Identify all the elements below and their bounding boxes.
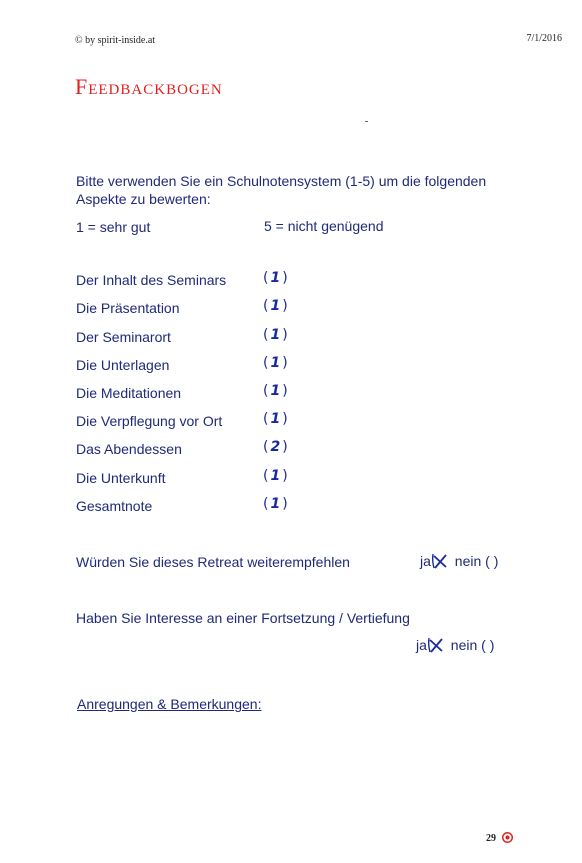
rating-value: ( 1 ) xyxy=(263,355,288,371)
page-title: Feedbackbogen xyxy=(75,74,223,99)
recommend-yes-label: ja xyxy=(420,553,431,569)
rating-label: Die Meditationen xyxy=(76,385,182,401)
interest-question: Haben Sie Interesse an einer Fortsetzung / Vertiefung xyxy=(76,610,410,626)
rating-digit: 1 xyxy=(270,355,281,371)
rating-value: ( 1 ) xyxy=(263,411,288,427)
rating-label: Der Seminarort xyxy=(76,329,171,345)
interest-no-option: nein ( ) xyxy=(450,637,495,653)
interest-yes-label: ja xyxy=(416,637,427,653)
rating-label: Die Präsentation xyxy=(76,300,180,316)
rating-digit: 1 xyxy=(270,383,281,399)
rating-digit: 1 xyxy=(270,270,281,286)
comments-heading: Anregungen & Bemerkungen: xyxy=(77,696,262,712)
rating-label: Das Abendessen xyxy=(76,441,182,457)
rating-digit: 1 xyxy=(270,468,281,484)
instructions-line-2: Aspekte zu bewerten: xyxy=(76,191,211,207)
rating-label: Gesamtnote xyxy=(76,498,153,514)
rating-value: ( 1 ) xyxy=(263,270,288,286)
copyright-notice: © by spirit-inside.at xyxy=(75,35,156,46)
rating-label: Die Unterlagen xyxy=(76,357,170,373)
recommend-question: Würden Sie dieses Retreat weiterempfehlen xyxy=(76,554,350,570)
rating-label: Die Verpflegung vor Ort xyxy=(76,413,223,429)
page-number: 29 xyxy=(486,833,496,844)
rating-label: Die Unterkunft xyxy=(76,470,166,486)
scale-worst: 5 = nicht genügend xyxy=(264,218,384,234)
rating-value: ( 1 ) xyxy=(263,327,288,343)
recommend-answer xyxy=(420,552,498,570)
rating-digit: 1 xyxy=(270,496,281,512)
rating-digit: 1 xyxy=(270,327,281,343)
instructions-line-1: Bitte verwenden Sie ein Schulnotensystem (1-5) um die folgenden xyxy=(76,173,487,189)
document-date: 7/1/2016 xyxy=(526,33,562,44)
rating-value: ( 1 ) xyxy=(263,496,288,512)
interest-answer xyxy=(416,636,494,654)
checked-cross-icon xyxy=(431,552,447,570)
rating-value: ( 1 ) xyxy=(263,468,288,484)
scale-best: 1 = sehr gut xyxy=(76,219,151,235)
rating-digit: 1 xyxy=(270,411,281,427)
rating-value: ( 1 ) xyxy=(263,383,288,399)
rating-digit: 1 xyxy=(270,298,281,314)
rating-label: Der Inhalt des Seminars xyxy=(76,272,227,288)
recommend-no-option: nein ( ) xyxy=(454,553,499,569)
rating-value: ( 2 ) xyxy=(263,439,288,455)
spiral-logo-icon xyxy=(502,832,513,843)
checked-cross-icon xyxy=(427,636,443,654)
rating-value: ( 1 ) xyxy=(263,298,288,314)
rating-digit: 2 xyxy=(270,439,281,455)
scan-speck xyxy=(365,121,368,122)
